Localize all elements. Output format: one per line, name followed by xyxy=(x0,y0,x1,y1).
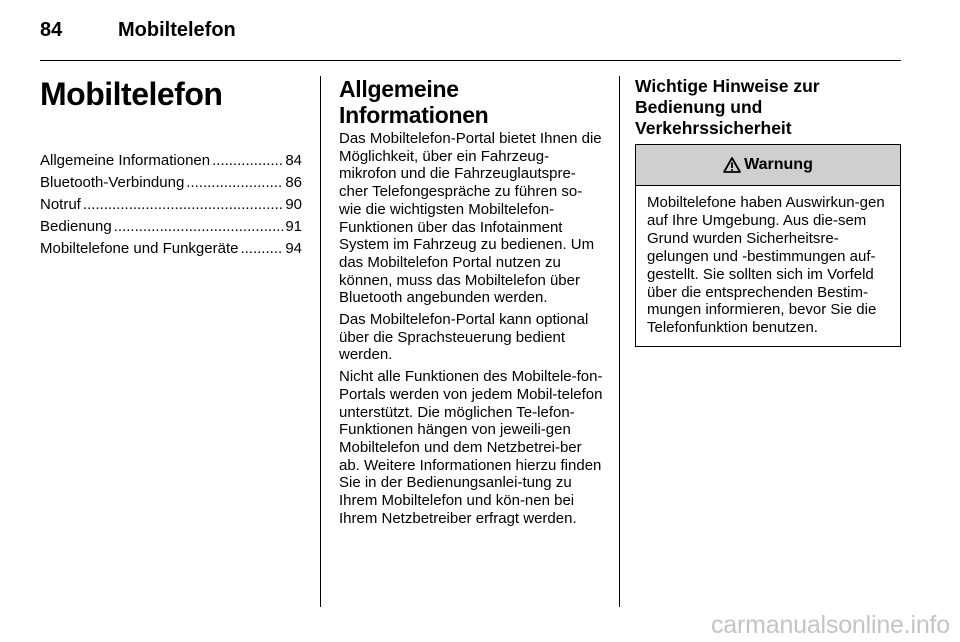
toc-label: Bedienung xyxy=(40,218,112,235)
warning-text: Mobiltelefone haben Auswirkun-gen auf Ihre Umgebung. Aus die-sem Grund wurden Sicherheitsre-gelungen und -bestimmungen auf-gestellt. Sie sollten sich im Vorfeld über die entsprechenden Bestim-mungen informieren, bevor Sie die Telefonfunktion benutzen. xyxy=(647,194,885,337)
toc-label: Notruf xyxy=(40,196,81,213)
column-2 xyxy=(339,76,603,531)
paragraph: Das Mobiltelefon-Portal kann optional über die Sprachsteuerung bedient werden. xyxy=(339,311,589,364)
toc-label: Allgemeine Informationen xyxy=(40,152,211,169)
warning-label: Warnung xyxy=(744,156,813,173)
toc-entry-bedienung[interactable] xyxy=(40,216,302,238)
toc-leader xyxy=(212,150,283,172)
toc-label: Mobiltelefone und Funkgeräte xyxy=(40,240,239,257)
column-3 xyxy=(635,76,901,139)
column-1 xyxy=(40,76,302,260)
column-divider-1 xyxy=(320,76,321,607)
toc-entry-notruf[interactable] xyxy=(40,194,302,216)
paragraph: Das Mobiltelefon-Portal bietet Ihnen die Möglichkeit, über ein Fahrzeug-mikrofon und die Fahrzeuglautspre-cher Telefongespräche zu führen so-wie die wichtigsten Mobiltelefon-Funktionen über das Infotainment System im Fahrzeug zu bedienen. Um das Mobiltelefon Portal nutzen zu können, muss das Mobiltelefon über Bluetooth angebunden werden. xyxy=(339,130,602,307)
table-of-contents xyxy=(40,150,302,260)
section-title: Allgemeine Informationen xyxy=(339,76,489,128)
toc-entry-allgemeine-informationen[interactable] xyxy=(40,150,302,172)
toc-page: 91 xyxy=(285,218,302,235)
header-rule xyxy=(40,60,901,61)
warning-triangle-icon xyxy=(723,157,741,173)
paragraph: Nicht alle Funktionen des Mobiltele-fon-Portals werden von jedem Mobil-telefon unterstützt. Die möglichen Te-lefon-Funktionen hängen von jeweili-gen Mobiltelefon und dem Netzbetrei-ber ab. Weitere Informationen hierzu finden Sie in der Bedienungsanlei-tung zu Ihrem Mobiltelefon und kön-nen bei Ihrem Netzbetreiber erfragt werden. xyxy=(339,368,603,527)
toc-page: 94 xyxy=(285,240,302,257)
warning-box xyxy=(635,144,901,347)
toc-entry-mobiltelefone-und-funkgeraete[interactable] xyxy=(40,238,302,260)
toc-leader xyxy=(83,194,283,216)
toc-leader xyxy=(114,216,284,238)
toc-label: Bluetooth-Verbindung xyxy=(40,174,185,191)
toc-entry-bluetooth-verbindung[interactable] xyxy=(40,172,302,194)
toc-page: 86 xyxy=(285,174,302,191)
toc-page: 90 xyxy=(285,196,302,213)
toc-leader xyxy=(186,172,283,194)
column-divider-2 xyxy=(619,76,620,607)
toc-leader xyxy=(240,238,283,260)
subsection-title: Wichtige Hinweise zur Bedienung und Verkehrssicherheit xyxy=(635,76,820,138)
toc-page: 84 xyxy=(285,152,302,169)
chapter-title: Mobiltelefon xyxy=(40,76,223,112)
warning-header xyxy=(636,145,900,186)
page-number: 84 xyxy=(40,19,63,41)
header-title: Mobiltelefon xyxy=(118,19,236,41)
watermark: carmanualsonline.info xyxy=(710,611,950,639)
